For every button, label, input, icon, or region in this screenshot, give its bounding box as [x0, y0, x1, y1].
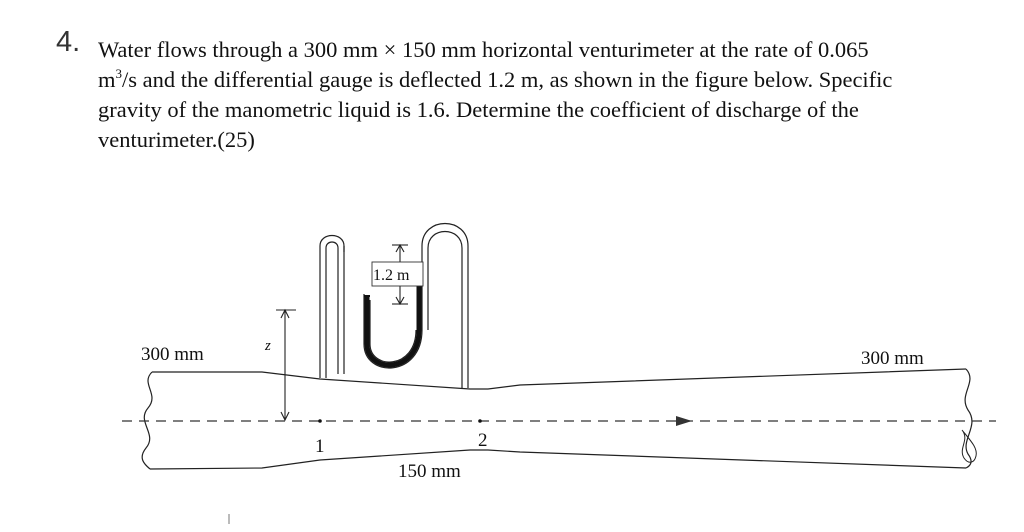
unit-exponent: 3	[115, 66, 123, 81]
pipe-bottom-wall	[150, 450, 966, 469]
section-2-label: 2	[478, 430, 488, 451]
scan-mark	[228, 514, 230, 524]
question-line-1: Water flows through a 300 mm × 150 mm horizontal venturimeter at the rate of 0.065	[98, 37, 869, 62]
pipe-top-wall	[152, 369, 966, 389]
manometer-right-outer	[422, 224, 468, 389]
question-line-3: gravity of the manometric liquid is 1.6. Determine the coefficient of discharge of the	[98, 97, 859, 122]
right-pipe-label: 300 mm	[861, 348, 924, 369]
venturi-pipe	[142, 369, 976, 469]
manometer-right-inner	[428, 232, 462, 389]
right-pipe-break	[965, 369, 972, 468]
z-dimension	[276, 310, 296, 420]
deflection-label: 1.2 m	[373, 267, 410, 284]
throat-label: 150 mm	[398, 461, 461, 482]
flow-arrow-icon	[676, 416, 692, 426]
question-number: 4.	[56, 26, 81, 58]
section-1-label: 1	[315, 436, 325, 457]
section-2-point	[478, 419, 482, 423]
question-line-2-rest: /s and the differential gauge is deflected 1.2 m, as shown in the figure below. Specific	[122, 67, 893, 92]
left-pipe-label: 300 mm	[141, 344, 204, 365]
manometer-left-outer	[320, 236, 344, 379]
u-bend-inner	[370, 300, 416, 362]
manometer-left-inner	[326, 242, 338, 378]
question-line-4: venturimeter.(25)	[98, 127, 255, 152]
unit-m: m	[98, 67, 116, 92]
section-1-point	[318, 419, 322, 423]
z-label: z	[265, 338, 271, 354]
